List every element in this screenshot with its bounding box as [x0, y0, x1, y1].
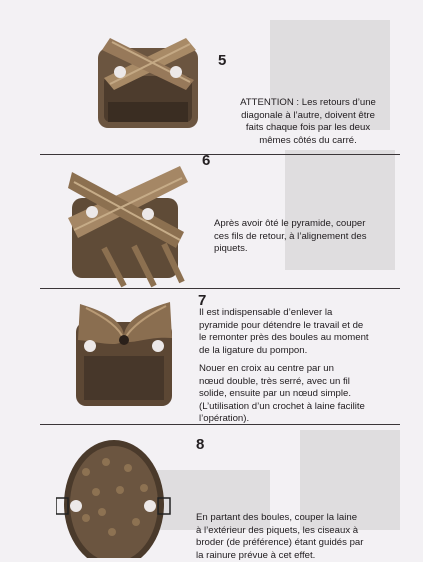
step-5-number: 5 — [218, 52, 227, 69]
divider-1 — [40, 154, 400, 155]
step-7-photo — [66, 292, 186, 412]
step-7-text: Il est indispensable d’enlever la pyramide pour détendre le travail et de le remonter près des boules au moment de la ligature du pompon. — [199, 307, 369, 356]
step-8-text: En partant des boules, couper la laine à l’extérieur des piquets, les ciseaux à broder (de préférence) étant guidés par la rainure prévue à cet effet. — [196, 512, 364, 561]
step-5-photo — [90, 18, 210, 138]
step-5-text: ATTENTION : Les retours d’une diagonale à l’autre, doivent être faits chaque fois par les deux mêmes côtés du carré. — [240, 97, 376, 146]
step-6-photo — [64, 158, 194, 288]
step-7-number: 7 — [198, 292, 207, 309]
step-7-text-2: Nouer en croix au centre par un nœud double, très serré, avec un fil solide, ensuite par un nœud simple. (L’utilisation d’un crochet à laine facilite l’opération). — [199, 363, 365, 425]
divider-3 — [40, 424, 400, 425]
divider-2 — [40, 288, 400, 289]
step-6-number: 6 — [202, 152, 211, 169]
step-8-number: 8 — [196, 436, 205, 453]
step-6-text: Après avoir ôté le pyramide, couper ces fils de retour, à l’alignement des piquets. — [214, 218, 367, 255]
step-8-photo — [56, 432, 172, 558]
